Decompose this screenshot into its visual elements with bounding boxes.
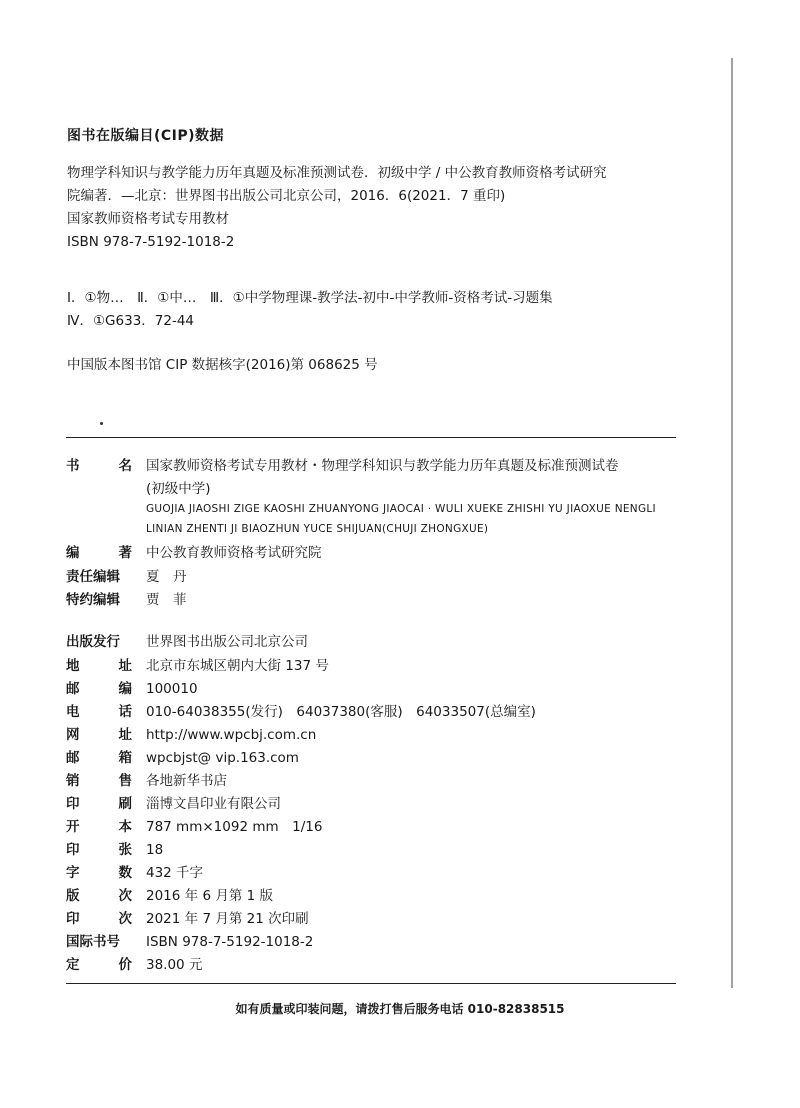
- phone-row: [66, 701, 686, 725]
- author: 中公教育教师资格考试研究院: [146, 545, 322, 561]
- field-value: 432 千字: [146, 865, 204, 881]
- field-label: 印 张: [66, 842, 132, 858]
- field-label: 定 价: [66, 957, 132, 973]
- cip-heading: 图书在版编目(CIP)数据: [67, 128, 225, 144]
- cip-line: 物理学科知识与教学能力历年真题及标准预测试卷．初级中学 / 中公教育教师资格考试研究: [67, 165, 607, 181]
- editor-row: [66, 566, 686, 590]
- book-title-pinyin: LINIAN ZHENTI JI BIAOZHUN YUCE SHIJUAN(CHUJI ZHONGXUE): [146, 523, 489, 535]
- field-label: 出版发行: [66, 634, 120, 650]
- field-label: 特约编辑: [66, 592, 120, 608]
- field-label: 开 本: [66, 819, 132, 835]
- special-editor-row: [66, 589, 686, 613]
- field-label: 销 售: [66, 773, 132, 789]
- book-title-row-2: [66, 478, 686, 502]
- publisher-row: [66, 631, 686, 655]
- field-value: 北京市东城区朝内大街 137 号: [146, 658, 329, 674]
- field-label: 印 次: [66, 911, 132, 927]
- sheets-row: [66, 839, 686, 863]
- field-label: 电 话: [66, 704, 132, 720]
- field-label: 邮 箱: [66, 750, 132, 766]
- field-label: 编 著: [66, 545, 132, 561]
- scan-dot: [100, 422, 103, 425]
- cip-verification-number: 中国版本图书馆 CIP 数据核字(2016)第 068625 号: [67, 357, 378, 373]
- field-label: 邮 编: [66, 681, 132, 697]
- cip-subject-entry: [67, 287, 553, 333]
- impression-row: [66, 908, 686, 932]
- sales-row: [66, 770, 686, 794]
- field-value: 010-64038355(发行) 64037380(客服) 64033507(总编室): [146, 704, 536, 720]
- format-row: [66, 816, 686, 840]
- cip-line: Ⅰ．①物… Ⅱ．①中… Ⅲ．①中学物理课-教学法-初中-中学教师-资格考试-习题集: [67, 290, 553, 306]
- field-label: 书 名: [66, 458, 132, 474]
- field-label: 印 刷: [66, 796, 132, 812]
- bottom-rule: [66, 983, 676, 984]
- scan-edge-line: [731, 58, 733, 988]
- book-title-subtitle: (初级中学): [146, 481, 211, 497]
- book-title-row: [66, 455, 686, 479]
- field-label: 字 数: [66, 865, 132, 881]
- book-title: 国家教师资格考试专用教材・物理学科知识与教学能力历年真题及标准预测试卷: [146, 458, 619, 474]
- isbn-row: [66, 931, 686, 955]
- cip-line: 院编著．—北京：世界图书出版公司北京公司，2016．6(2021．7 重印): [67, 188, 506, 204]
- email-address: wpcbjst@ vip.163.com: [146, 750, 299, 766]
- price: 38.00 元: [146, 957, 203, 973]
- field-value: 100010: [146, 681, 198, 697]
- address-row: [66, 655, 686, 679]
- cip-catalog-entry: [67, 162, 607, 254]
- field-label: 网 址: [66, 727, 132, 743]
- field-value: 世界图书出版公司北京公司: [146, 634, 308, 650]
- field-label: 责任编辑: [66, 569, 120, 585]
- field-value: 18: [146, 842, 164, 858]
- field-value: 787 mm×1092 mm 1/16: [146, 819, 323, 835]
- isbn: ISBN 978-7-5192-1018-2: [146, 934, 314, 950]
- website-link: http://www.wpcbj.com.cn: [146, 727, 317, 743]
- field-value: 各地新华书店: [146, 773, 227, 789]
- edition-row: [66, 885, 686, 909]
- cip-line: 国家教师资格考试专用教材: [67, 211, 229, 227]
- book-title-pinyin: GUOJIA JIAOSHI ZIGE KAOSHI ZHUANYONG JIAOCAI · WULI XUEKE ZHISHI YU JIAOXUE NENGLI: [146, 503, 656, 515]
- service-hotline-note: 如有质量或印装问题，请拨打售后服务电话 010-82838515: [235, 1002, 565, 1016]
- field-value: 2016 年 6 月第 1 版: [146, 888, 273, 904]
- cip-line: Ⅳ．①G633．72-44: [67, 313, 195, 329]
- field-value: 2021 年 7 月第 21 次印刷: [146, 911, 309, 927]
- website-row: [66, 724, 686, 748]
- postcode-row: [66, 678, 686, 702]
- field-label: 版 次: [66, 888, 132, 904]
- price-row: [66, 954, 686, 978]
- field-label: 地 址: [66, 658, 132, 674]
- author-row: [66, 542, 686, 566]
- cip-line: ISBN 978-7-5192-1018-2: [67, 234, 235, 250]
- special-editor: 贾 菲: [146, 592, 187, 608]
- field-label: 国际书号: [66, 934, 120, 950]
- word-count-row: [66, 862, 686, 886]
- top-rule: [66, 437, 676, 438]
- email-row: [66, 747, 686, 771]
- editor: 夏 丹: [146, 569, 187, 585]
- field-value: 淄博文昌印业有限公司: [146, 796, 281, 812]
- printer-row: [66, 793, 686, 817]
